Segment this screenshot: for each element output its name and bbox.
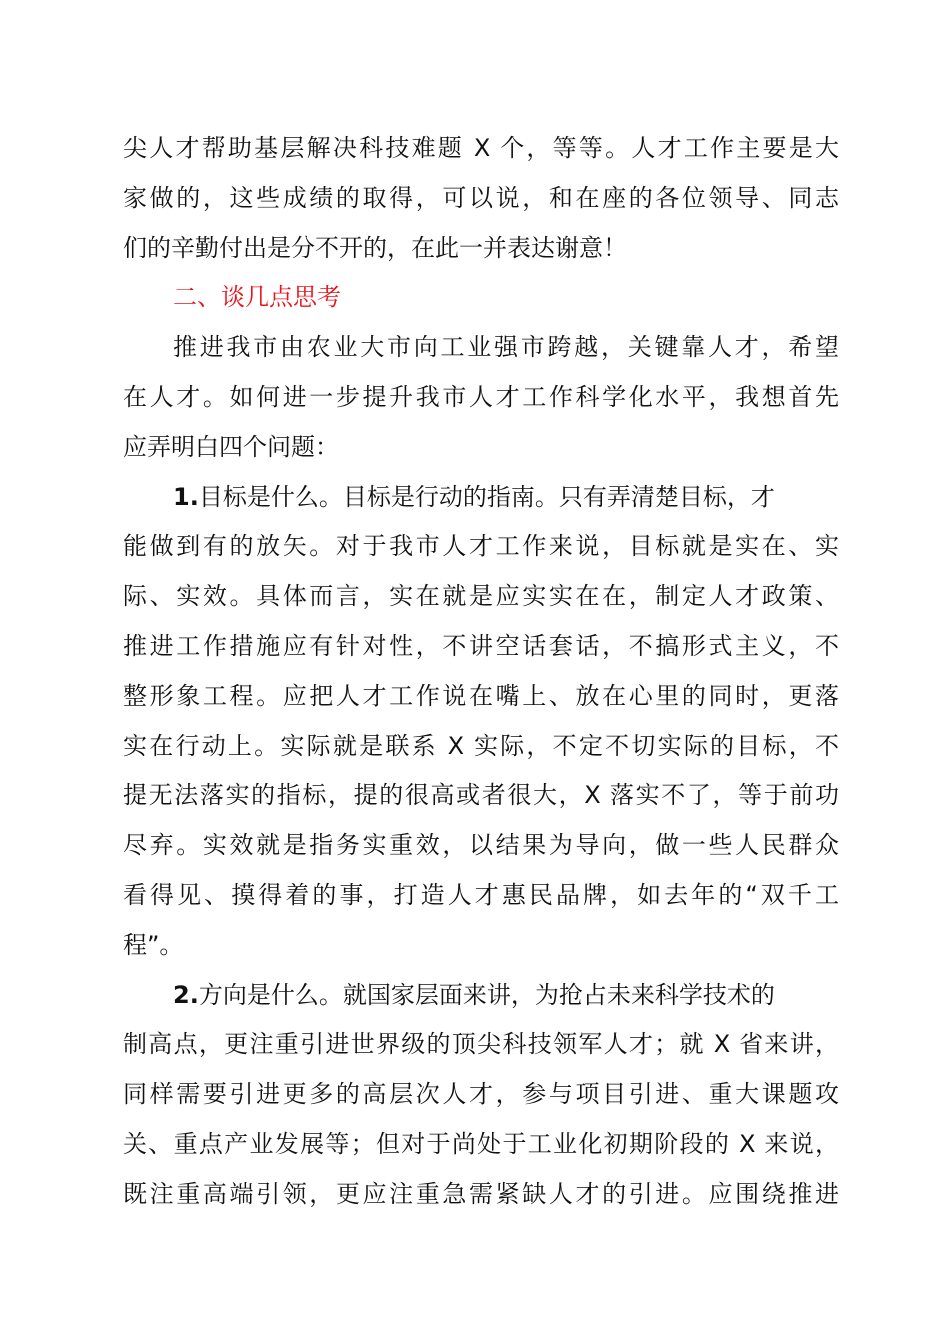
text-line: 们的辛勤付出是分不开的，在此一并表达谢意！ xyxy=(123,233,627,262)
section-heading: 二、谈几点思考 xyxy=(173,283,341,312)
text-line: 尖人才帮助基层解决科技难题 X 个，等等。人才工作主要是大 xyxy=(123,134,839,162)
text-line: 同样需要引进更多的高层次人才，参与项目引进、重大课题攻 xyxy=(123,1080,839,1109)
text-line: 提无法落实的指标，提的很高或者很大，X 落实不了，等于前功 xyxy=(123,781,839,810)
text-line: 推进我市由农业大市向工业强市跨越，关键靠人才，希望 xyxy=(173,333,839,362)
text-line: 程”。 xyxy=(123,930,184,959)
text-line: 实在行动上。实际就是联系 X 实际，不定不切实际的目标，不 xyxy=(123,731,839,760)
text-line: 在人才。如何进一步提升我市人才工作科学化水平，我想首先 xyxy=(123,382,839,411)
text-line: 家做的，这些成绩的取得，可以说，和在座的各位领导、同志 xyxy=(123,183,839,212)
text-line: 整形象工程。应把人才工作说在嘴上、放在心里的同时，更落 xyxy=(123,681,839,710)
paragraph-section-intro xyxy=(123,323,839,472)
text-line xyxy=(123,971,839,1021)
text-line: 既注重高端引领，更应注重急需紧缺人才的引进。应围绕推进 xyxy=(123,1179,839,1208)
text-line: 际、实效。具体而言，实在就是应实实在在，制定人才政策、 xyxy=(123,582,839,611)
item-first-line: 目标是什么。目标是行动的指南。只有弄清楚目标，才 xyxy=(198,482,775,511)
text-line: 应弄明白四个问题： xyxy=(123,432,339,461)
item-number: 1. xyxy=(173,482,199,511)
item-number: 2. xyxy=(173,980,199,1009)
text-line: 能做到有的放矢。对于我市人才工作来说，目标就是实在、实 xyxy=(123,532,839,561)
text-line xyxy=(123,473,839,523)
text-line: 推进工作措施应有针对性，不讲空话套话，不搞形式主义，不 xyxy=(123,631,839,660)
paragraph-item-2 xyxy=(123,971,839,1220)
paragraph-item-1 xyxy=(123,473,839,971)
text-line: 关、重点产业发展等；但对于尚处于工业化初期阶段的 X 来说， xyxy=(123,1129,839,1158)
text-line: 看得见、摸得着的事，打造人才惠民品牌，如去年的“双千工 xyxy=(123,880,839,909)
paragraph-intro-continuation xyxy=(123,124,839,273)
item-first-line: 方向是什么。就国家层面来讲，为抢占未来科学技术的 xyxy=(198,980,775,1009)
document-page xyxy=(123,124,839,1220)
text-line: 尽弃。实效就是指务实重效，以结果为导向，做一些人民群众 xyxy=(123,831,839,860)
text-line: 制高点，更注重引进世界级的顶尖科技领军人才；就 X 省来讲， xyxy=(123,1030,839,1059)
